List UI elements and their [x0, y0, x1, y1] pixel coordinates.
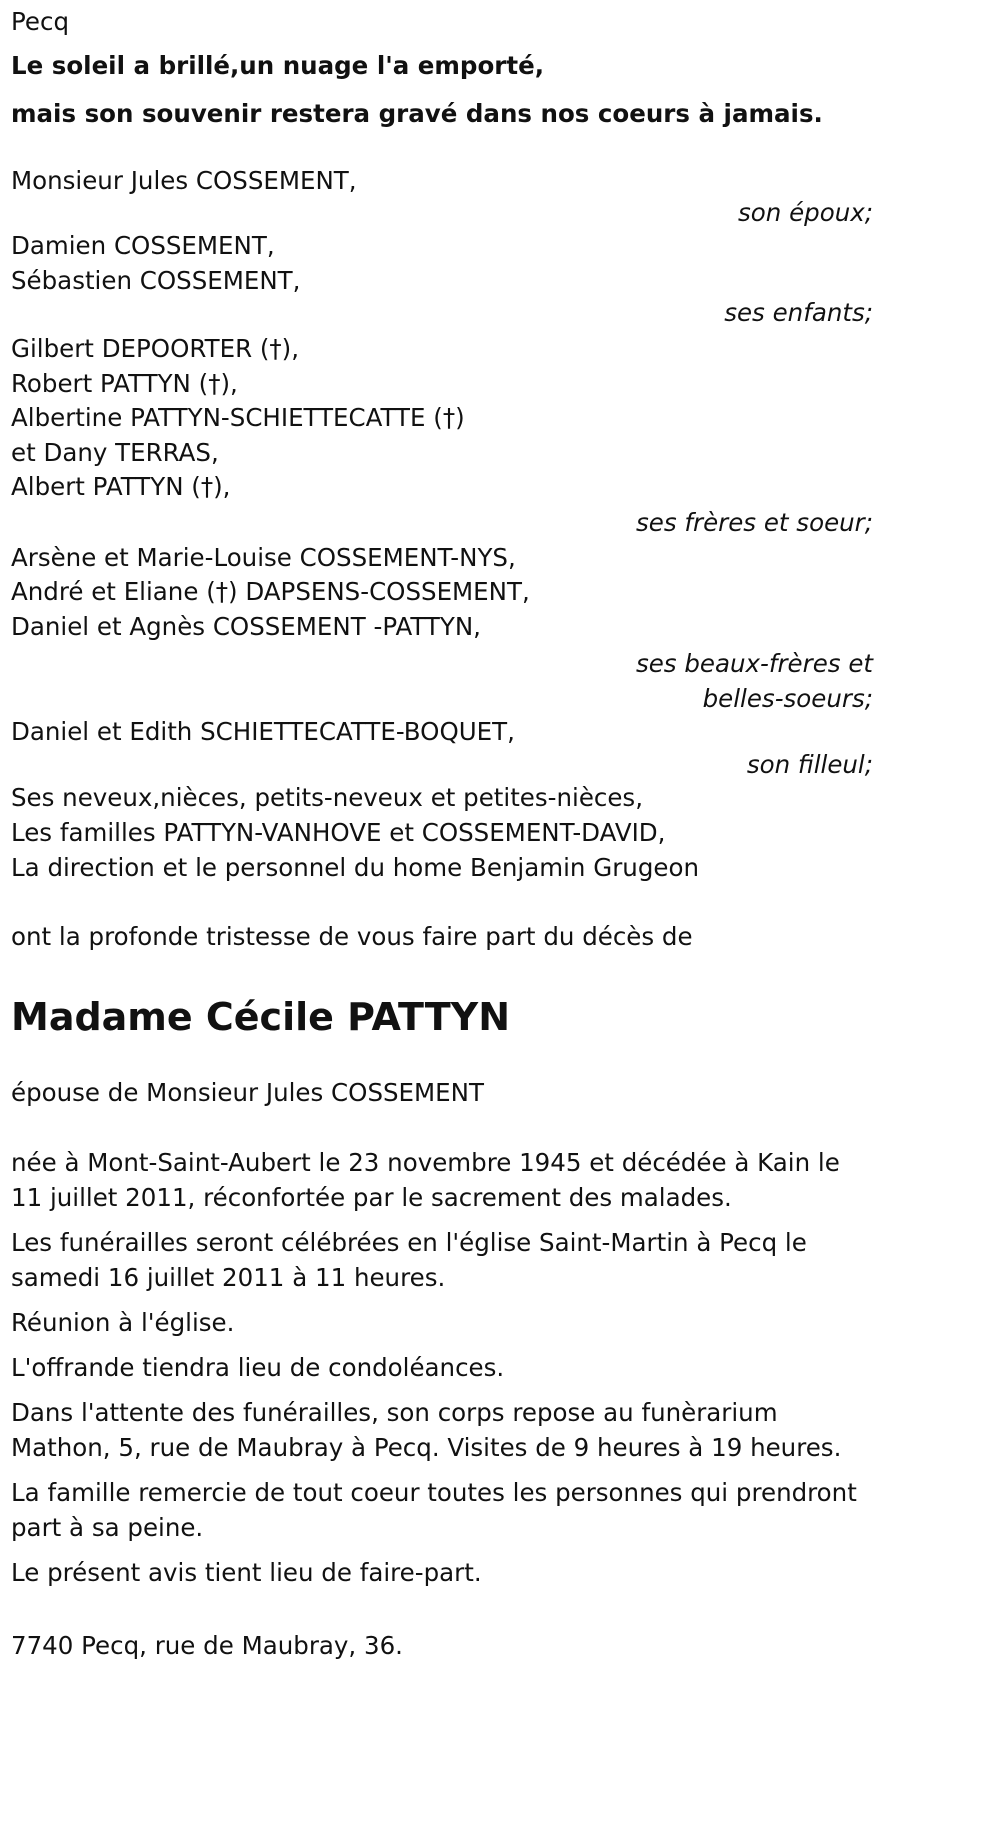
obituary-notice [11, 2, 873, 1664]
family-member: Ses neveux,nièces, petits-neveux et petites-nièces, [11, 783, 643, 812]
family-member: Arsène et Marie-Louise COSSEMENT-NYS, [11, 542, 516, 572]
family-group-spouse [11, 164, 873, 228]
address-line: 7740 Pecq, rue de Maubray, 36. [11, 1631, 403, 1660]
deceased-spouse-line: épouse de Monsieur Jules COSSEMENT [11, 1078, 484, 1107]
family-group-in-laws [11, 541, 873, 715]
relation-label: ses frères et soeur; [635, 507, 873, 537]
quote-line-2: mais son souvenir restera gravé dans nos coeurs à jamais. [11, 99, 823, 128]
family-member: Albertine PATTYN-SCHIETTECATTE (†) [11, 403, 465, 432]
details-paragraph: Les funérailles seront célébrées en l'église Saint-Martin à Pecq le samedi 16 juillet 2011 à 11 heures. [11, 1228, 807, 1292]
family-member: Sébastien COSSEMENT, [11, 266, 301, 295]
details-paragraph: née à Mont-Saint-Aubert le 23 novembre 1945 et décédée à Kain le 11 juillet 2011, réconfortée par le sacrement des malades. [11, 1148, 840, 1212]
family-member: Damien COSSEMENT, [11, 231, 275, 260]
relation-label: son filleul; [746, 750, 873, 779]
family-member: Albert PATTYN (†), [11, 472, 231, 501]
family-group-godson [11, 714, 873, 780]
relation-label: son époux; [738, 198, 873, 227]
family-group-siblings [11, 332, 873, 541]
details-paragraph: La famille remercie de tout coeur toutes les personnes qui prendront part à sa peine. [11, 1478, 857, 1542]
family-member: La direction et le personnel du home Benjamin Grugeon [11, 853, 699, 882]
quote-line-1: Le soleil a brillé,un nuage l'a emporté, [11, 51, 545, 80]
relation-label: ses beaux-frères et [635, 649, 873, 678]
family-group-others [11, 780, 873, 885]
family-member: Daniel et Edith SCHIETTECATTE-BOQUET, [11, 717, 515, 746]
family-member: Daniel et Agnès COSSEMENT -PATTYN, [11, 611, 481, 641]
family-member: et Dany TERRAS, [11, 437, 219, 467]
family-member: Gilbert DEPOORTER (†), [11, 334, 300, 363]
relation-label: belles-soeurs; [702, 684, 873, 713]
details-paragraph: Dans l'attente des funérailles, son corps repose au funèrarium Mathon, 5, rue de Maubray à Pecq. Visites de 9 heures à 19 heures. [11, 1398, 842, 1462]
town-name: Pecq [11, 7, 69, 36]
family-member: André et Eliane (†) DAPSENS-COSSEMENT, [11, 577, 530, 606]
family-member: Robert PATTYN (†), [11, 368, 238, 398]
deceased-name: Madame Cécile PATTYN [11, 995, 510, 1039]
details-paragraph: Réunion à l'église. [11, 1308, 235, 1337]
family-member: Les familles PATTYN-VANHOVE et COSSEMENT-DAVID, [11, 818, 666, 847]
details-section [11, 1145, 873, 1590]
details-paragraph: L'offrande tiendra lieu de condoléances. [11, 1353, 505, 1382]
announcement-text: ont la profonde tristesse de vous faire part du décès de [11, 922, 693, 951]
family-group-children [11, 228, 873, 328]
relation-label: ses enfants; [724, 298, 873, 327]
family-member: Monsieur Jules COSSEMENT, [11, 166, 357, 195]
details-paragraph: Le présent avis tient lieu de faire-part. [11, 1558, 482, 1587]
